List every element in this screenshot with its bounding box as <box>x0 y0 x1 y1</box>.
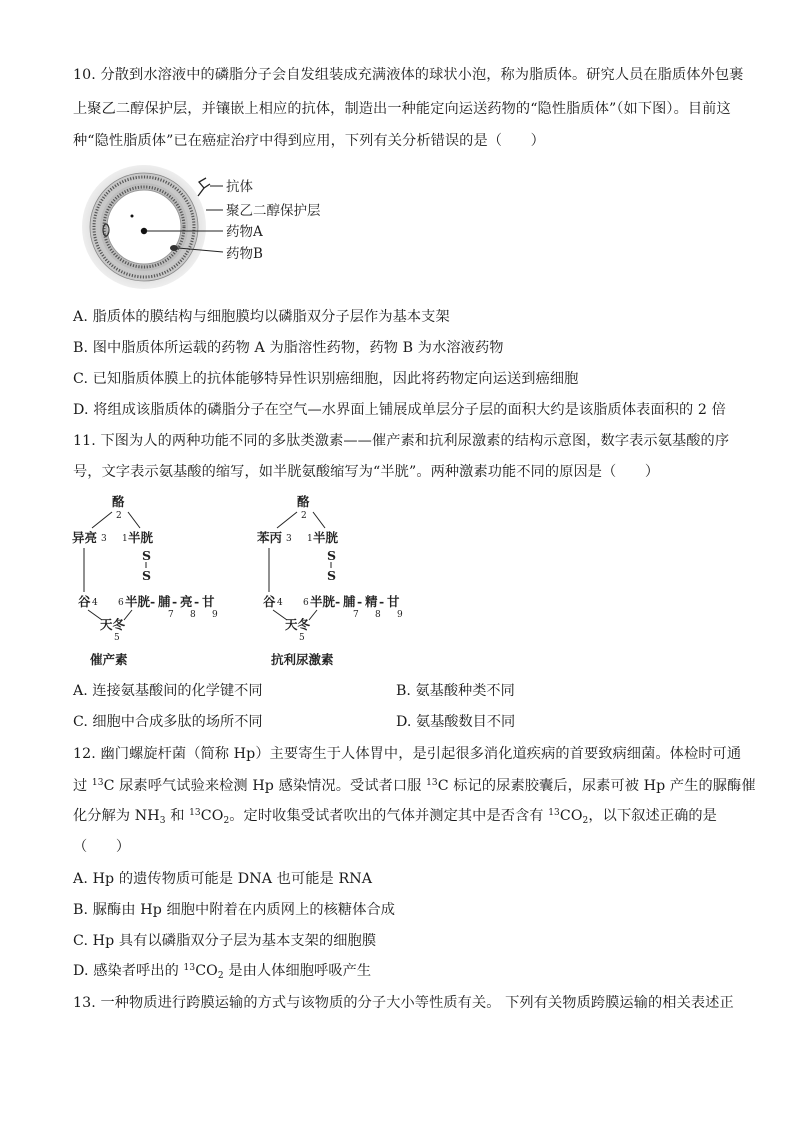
q12-option-b[interactable]: B. 脲酶由 Hp 细胞中附着在内质网上的核糖体合成 <box>73 902 396 918</box>
label-drug-a: 药物A <box>226 224 263 240</box>
svg-text:-: - <box>335 594 341 609</box>
svg-text:7: 7 <box>353 610 359 620</box>
vasopressin-structure <box>257 494 403 667</box>
q12-stem-line-4: （ ） <box>73 839 131 855</box>
svg-text:8: 8 <box>375 610 381 620</box>
svg-text:5: 5 <box>114 633 120 643</box>
q10-stem-line-1: 10. 分散到水溶液中的磷脂分子会自发组装成充满液体的球状小泡，称为脂质体。研究人员在脂质体外包裹 <box>73 67 744 83</box>
vp-residue-3: 苯丙 <box>257 530 283 545</box>
q11-option-a[interactable]: A. 连接氨基酸间的化学键不同 <box>73 683 263 699</box>
q11-stem-line-2: 号，文字表示氨基酸的缩写，如半胱氨酸缩写为“半胱”。两种激素功能不同的原因是（ ） <box>73 464 660 480</box>
label-peg-layer: 聚乙二醇保护层 <box>226 203 321 219</box>
ox-residue-8: 亮 <box>180 594 193 609</box>
svg-text:4: 4 <box>92 598 98 608</box>
q13-stem-line-1: 13. 一种物质进行跨膜运输的方式与该物质的分子大小等性质有关。 下列有关物质跨膜运输的相关表述正 <box>73 995 734 1011</box>
ox-residue-1: 半胱 <box>128 530 154 545</box>
svg-text:6: 6 <box>118 598 124 608</box>
q12-option-d[interactable]: D. 感染者呼出的 $^{13}CO_2$ 是由人体细胞呼吸产生 <box>73 963 372 981</box>
ox-residue-6: 半胱 <box>125 594 151 609</box>
svg-text:S: S <box>327 568 337 583</box>
svg-text:9: 9 <box>212 610 218 620</box>
q10-option-c[interactable]: C. 已知脂质体膜上的抗体能够特异性识别癌细胞，因此将药物定向运送到癌细胞 <box>73 371 579 387</box>
q12-stem-line-2: 过 $^{13}$C 尿素呼气试验来检测 Hp 感染情况。受试者口服 $^{13}$C 标记的尿素胶囊后，尿素可被 Hp 产生的脲酶催 <box>73 778 756 794</box>
svg-text:S: S <box>142 548 152 563</box>
vp-residue-8: 精 <box>365 594 378 609</box>
liposome-diagram <box>82 165 206 289</box>
svg-text:S: S <box>142 568 152 583</box>
ox-residue-5: 天冬 <box>100 617 126 632</box>
svg-text:9: 9 <box>397 610 403 620</box>
svg-text:2: 2 <box>301 511 307 521</box>
oxytocin-caption: 催产素 <box>90 652 128 667</box>
ox-residue-4: 谷 <box>78 594 91 609</box>
svg-text:5: 5 <box>299 633 305 643</box>
q10-option-a[interactable]: A. 脂质体的膜结构与细胞膜均以磷脂双分子层作为基本支架 <box>73 309 450 325</box>
ox-residue-2: 酪 <box>112 494 125 509</box>
liposome-figure <box>80 162 350 292</box>
vp-residue-7: 脯 <box>343 594 356 609</box>
q11-option-b[interactable]: B. 氨基酸种类不同 <box>396 683 515 699</box>
svg-text:-: - <box>150 594 156 609</box>
svg-text:3: 3 <box>286 534 292 544</box>
ox-residue-3: 异亮 <box>72 530 98 545</box>
svg-text:8: 8 <box>190 610 196 620</box>
svg-text:-: - <box>379 594 385 609</box>
svg-text:S: S <box>327 548 337 563</box>
ox-residue-7: 脯 <box>158 594 171 609</box>
q12-option-c[interactable]: C. Hp 具有以磷脂双分子层为基本支架的细胞膜 <box>73 933 377 949</box>
svg-text:2: 2 <box>116 511 122 521</box>
vp-residue-1: 半胱 <box>313 530 339 545</box>
svg-text:7: 7 <box>168 610 174 620</box>
vp-residue-4: 谷 <box>263 594 276 609</box>
q10-option-b[interactable]: B. 图中脂质体所运载的药物 A 为脂溶性药物，药物 B 为水溶液药物 <box>73 340 504 356</box>
q12-stem-line-3: 化分解为 $NH_3$ 和 $^{13}CO_2$。定时收集受试者吹出的气体并测定其中是否含有 $^{13}CO_2$，以下叙述正确的是 <box>73 808 717 826</box>
label-drug-b: 药物B <box>226 246 263 262</box>
svg-text:1: 1 <box>122 534 128 544</box>
q12-stem-line-1: 12. 幽门螺旋杆菌（简称 Hp）主要寄生于人体胃中，是引起很多消化道疾病的首要致病细菌。体检时可通 <box>73 746 742 762</box>
svg-text:-: - <box>194 594 200 609</box>
hormone-structure-figure <box>70 490 440 670</box>
q11-stem-line-1: 11. 下图为人的两种功能不同的多肽类激素——催产素和抗利尿激素的结构示意图，数字表示氨基酸的序 <box>73 433 730 449</box>
svg-text:3: 3 <box>101 534 107 544</box>
antibody-icon <box>198 178 210 196</box>
q11-option-d[interactable]: D. 氨基酸数目不同 <box>396 714 516 730</box>
svg-text:4: 4 <box>277 598 283 608</box>
oxytocin-structure <box>72 494 218 667</box>
vp-residue-5: 天冬 <box>285 617 311 632</box>
ox-residue-9: 甘 <box>202 594 215 609</box>
q10-stem-line-3: 种“隐性脂质体”已在癌症治疗中得到应用，下列有关分析错误的是（ ） <box>73 133 545 149</box>
q10-stem-line-2: 上聚乙二醇保护层，并镶嵌上相应的抗体，制造出一种能定向运送药物的“隐性脂质体”（如下图）。目前这 <box>73 101 731 117</box>
vp-residue-9: 甘 <box>387 594 400 609</box>
q11-option-c[interactable]: C. 细胞中合成多肽的场所不同 <box>73 714 263 730</box>
q12-option-a[interactable]: A. Hp 的遗传物质可能是 DNA 也可能是 RNA <box>73 871 373 887</box>
vp-residue-6: 半胱 <box>310 594 336 609</box>
svg-text:1: 1 <box>307 534 313 544</box>
vp-residue-2: 酪 <box>297 494 310 509</box>
vasopressin-caption: 抗利尿激素 <box>271 652 334 667</box>
svg-text:-: - <box>357 594 363 609</box>
label-antibody: 抗体 <box>226 179 253 195</box>
q10-option-d[interactable]: D. 将组成该脂质体的磷脂分子在空气—水界面上铺展成单层分子层的面积大约是该脂质体表面积的 2 倍 <box>73 402 726 418</box>
svg-text:-: - <box>172 594 178 609</box>
svg-text:6: 6 <box>303 598 309 608</box>
